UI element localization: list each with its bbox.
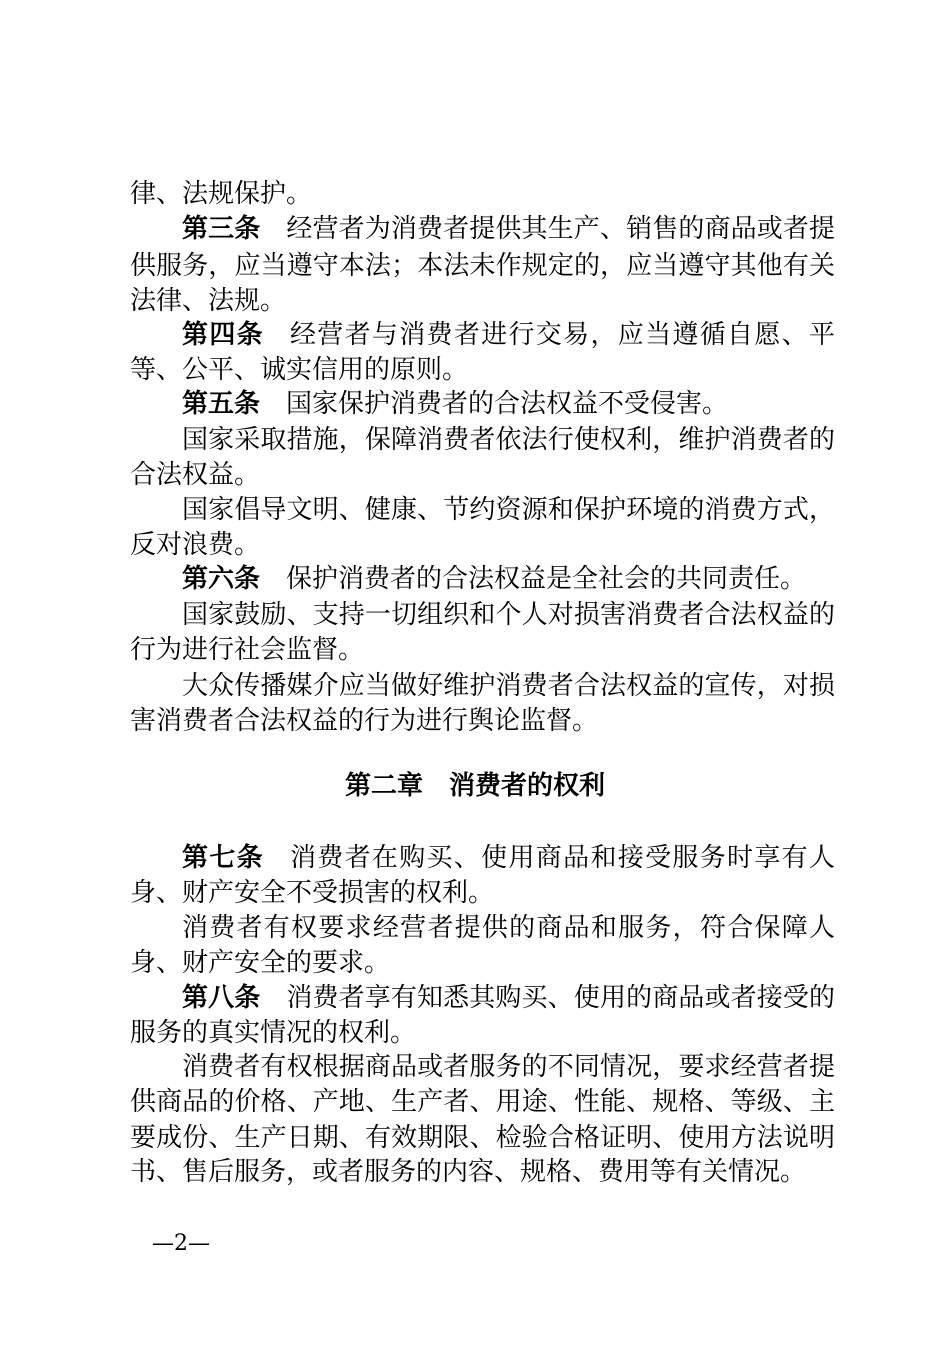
article-5-para-2-line-1: 国家采取措施，保障消费者依法行使权利，维护消费者的: [182, 425, 835, 455]
article-8-line-1: [182, 981, 835, 1015]
article-6-para-3-line-2: 害消费者合法权益的行为进行舆论监督。: [130, 706, 599, 736]
article-8-para-2-line-3: 要成份、生产日期、有效期限、检验合格证明、使用方法说明: [130, 1123, 835, 1153]
article-8-para-2-line-1: 消费者有权根据商品或者服务的不同情况，要求经营者提: [182, 1052, 835, 1082]
article-3-line-1: [182, 212, 835, 246]
chapter-title: 消费者的权利: [449, 771, 606, 801]
article-8-line-2: 服务的真实情况的权利。: [130, 1018, 417, 1048]
article-8-text-1: 消费者享有知悉其购买、使用的商品或者接受的: [286, 983, 835, 1013]
article-8-para-2-line-4: 书、售后服务，或者服务的内容、规格、费用等有关情况。: [130, 1157, 807, 1187]
article-5-text-1: 国家保护消费者的合法权益不受侵害。: [286, 389, 729, 419]
article-7-line-2: 身、财产安全不受损害的权利。: [130, 878, 495, 908]
article-7-label: 第七条: [182, 843, 264, 873]
article-6-text-1: 保护消费者的合法权益是全社会的共同责任。: [286, 564, 807, 594]
article-8-label: 第八条: [182, 983, 261, 1013]
article-6-para-2-line-2: 行为进行社会监督。: [130, 635, 365, 665]
continuation-line: 律、法规保护。: [130, 179, 313, 209]
article-6-para-3-line-1: 大众传播媒介应当做好维护消费者合法权益的宣传，对损: [182, 671, 835, 701]
article-5-label: 第五条: [182, 389, 261, 419]
article-4-label: 第四条: [182, 320, 264, 350]
article-4-line-1: [182, 318, 835, 352]
article-5-para-3-line-1: 国家倡导文明、健康、节约资源和保护环境的消费方式，: [182, 495, 835, 525]
article-4-line-2: 等、公平、诚实信用的原则。: [130, 355, 469, 385]
article-7-para-2-line-1: 消费者有权要求经营者提供的商品和服务，符合保障人: [182, 913, 835, 943]
article-3-line-2: 供服务，应当遵守本法；本法未作规定的，应当遵守其他有关: [130, 251, 835, 281]
article-6-para-2-line-1: 国家鼓励、支持一切组织和个人对损害消费者合法权益的: [182, 600, 835, 630]
article-5-line-1: [182, 387, 728, 421]
article-3-label: 第三条: [182, 214, 261, 244]
article-4-text-1: 经营者与消费者进行交易，应当遵循自愿、平: [289, 320, 835, 350]
article-6-line-1: [182, 562, 806, 596]
article-7-text-1: 消费者在购买、使用商品和接受服务时享有人: [289, 843, 835, 873]
article-6-label: 第六条: [182, 564, 261, 594]
chapter-number: 第二章: [344, 771, 423, 801]
article-3-text-1: 经营者为消费者提供其生产、销售的商品或者提: [286, 214, 835, 244]
article-3-line-3: 法律、法规。: [130, 286, 287, 316]
article-7-line-1: [182, 841, 835, 875]
page-number: —2—: [152, 1231, 210, 1256]
article-8-para-2-line-2: 供商品的价格、产地、生产者、用途、性能、规格、等级、主: [130, 1087, 835, 1117]
chapter-heading: [0, 769, 950, 803]
article-5-para-2-line-2: 合法权益。: [130, 460, 261, 490]
article-7-para-2-line-2: 身、财产安全的要求。: [130, 948, 391, 978]
article-5-para-3-line-2: 反对浪费。: [130, 530, 261, 560]
